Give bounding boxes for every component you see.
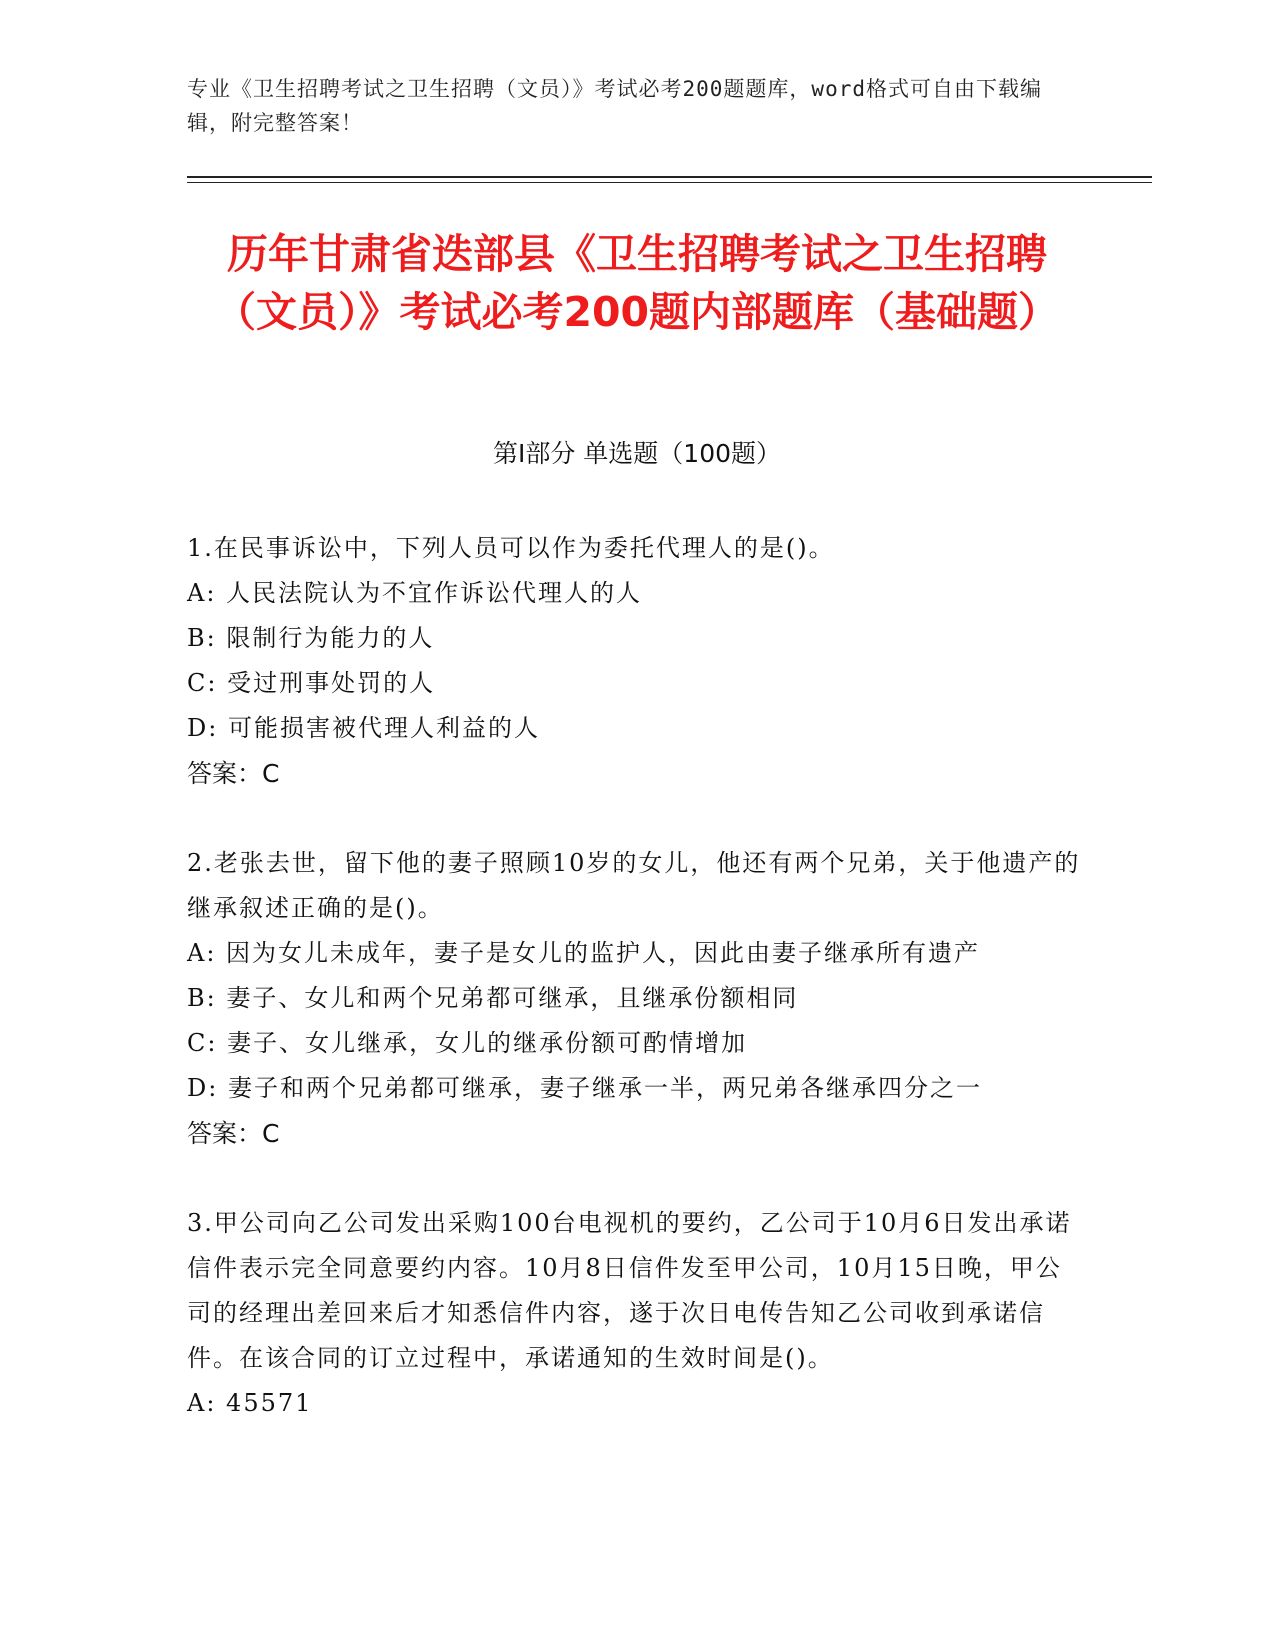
answer: 答案：C: [187, 1119, 280, 1148]
option-b: B: 妻子、女儿和两个兄弟都可继承，且继承份额相同: [187, 984, 799, 1012]
question-3: [187, 1201, 1087, 1426]
answer: 答案：C: [187, 759, 280, 788]
option-a: A: 因为女儿未成年，妻子是女儿的监护人，因此由妻子继承所有遗产: [187, 939, 981, 967]
option-c: C: 受过刑事处罚的人: [187, 669, 436, 697]
question-stem: 2.老张去世，留下他的妻子照顾10岁的女儿，他还有两个兄弟，关于他遗产的继承叙述正确的是()。: [187, 849, 1081, 922]
header-divider-thick: [187, 176, 1152, 178]
document-title: 历年甘肃省迭部县《卫生招聘考试之卫生招聘（文员）》考试必考200题内部题库（基础题）: [214, 230, 1060, 336]
header-note: 专业《卫生招聘考试之卫生招聘（文员）》考试必考200题题库，word格式可自由下载编辑，附完整答案！: [187, 77, 1042, 135]
option-a: A: 45571: [187, 1389, 313, 1417]
header-divider-thin: [187, 182, 1152, 183]
question-stem: 3.甲公司向乙公司发出采购100台电视机的要约，乙公司于10月6日发出承诺信件表示完全同意要约内容。10月8日信件发至甲公司，10月15日晚，甲公司的经理出差回来后才知悉信件内容，遂于次日电传告知乙公司收到承诺信件。在该合同的订立过程中，承诺通知的生效时间是()。: [187, 1209, 1072, 1372]
question-list: [187, 526, 1087, 1471]
question-stem: 1.在民事诉讼中，下列人员可以作为委托代理人的是()。: [187, 534, 835, 562]
question-1: [187, 526, 1087, 796]
option-c: C: 妻子、女儿继承，女儿的继承份额可酌情增加: [187, 1029, 748, 1057]
option-d: D: 可能损害被代理人利益的人: [187, 714, 540, 742]
section-title: 第I部分 单选题（100题）: [492, 439, 782, 468]
option-b: B: 限制行为能力的人: [187, 624, 435, 652]
option-d: D: 妻子和两个兄弟都可继承，妻子继承一半，两兄弟各继承四分之一: [187, 1074, 982, 1102]
option-a: A: 人民法院认为不宜作诉讼代理人的人: [187, 579, 643, 607]
question-2: [187, 841, 1087, 1156]
